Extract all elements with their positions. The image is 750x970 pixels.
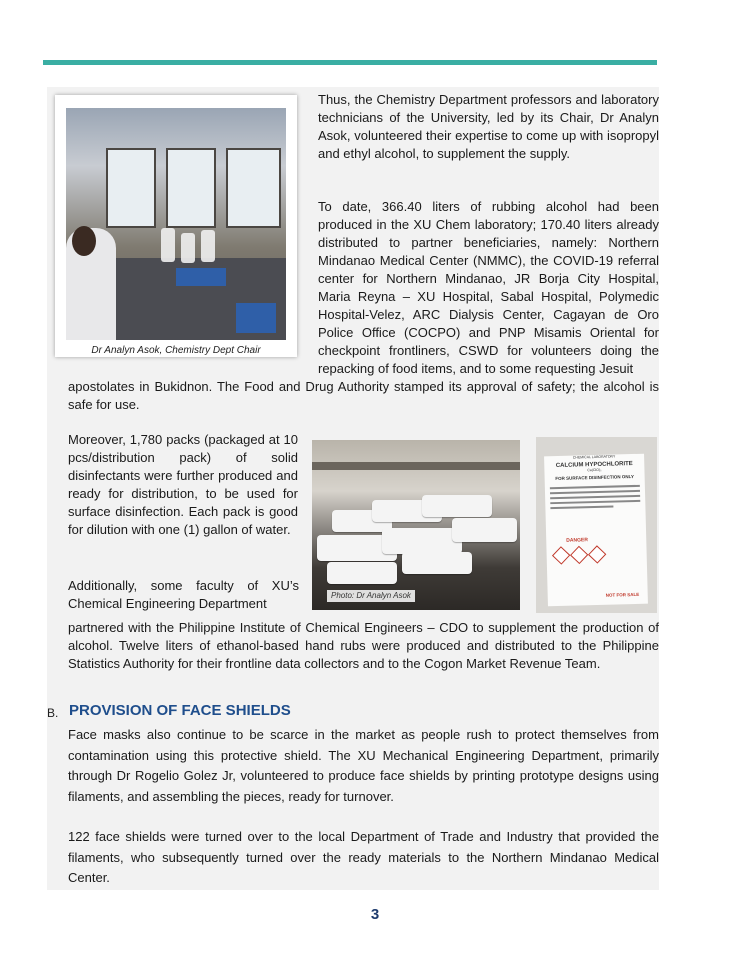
photo-caption: Dr Analyn Asok, Chemistry Dept Chair xyxy=(91,345,261,356)
lab-photo xyxy=(66,108,286,340)
paragraph-face-shields-turnover: 122 face shields were turned over to the local Department of Trade and Industry that provided the filaments, who subsequently turned over the ready materials to the Northern Mindanao Medical Center. xyxy=(68,829,659,885)
bottle-shape xyxy=(201,230,215,262)
hazard-diamond-icon xyxy=(552,546,570,564)
label-danger: DANGER xyxy=(566,537,589,544)
photo-frame-chemistry-chair xyxy=(55,95,297,357)
paragraph-solid-disinfectants: Moreover, 1,780 packs (packaged at 10 pcs/distribution pack) of solid disinfectants were further produced and ready for distribution, to be used for surface disinfection. Each pack is good for dilution with one (1) gallon of water. xyxy=(68,432,298,537)
label-header: CHEMICAL LABORATORY xyxy=(572,454,616,460)
hazard-diamond-icon xyxy=(570,546,588,564)
paragraph-rubbing-alcohol-continued: apostolates in Bukidnon. The Food and Drug Authority stamped its approval of safety; the alcohol is safe for use. xyxy=(68,379,659,412)
label-use: FOR SURFACE DISINFECTION ONLY xyxy=(555,473,634,482)
paragraph-rubbing-alcohol: To date, 366.40 liters of rubbing alcohol had been produced in the XU Chem laboratory; 170.40 liters already distributed to partner beneficiaries, namely: Northern Mindanao Medical Center (NMMC), the COVID-19 referral center for Northern Mindanao, JR Borja City Hospital, Maria Reyna – XU Hospital, Sabal Hospital, Polymedic Hospital-Velez, ARC Dialysis Center, Cagayan de Oro Police Office (COCPO) and PNP Misamis Oriental for checkpoint frontliners, CSWD for volunteers doing the repacking of food items, and to some requesting Jesuit xyxy=(318,199,659,376)
pack-shape xyxy=(382,528,462,554)
paragraph-face-shields: Face masks also continue to be scarce in the market as people rush to protect themselves from contamination using this protective shield. The XU Mechanical Engineering Department, primarily through Dr Rogelio Golez Jr, volunteered to produce face shields by printing prototype designs using filaments, and assembling the pieces, ready for turnover. xyxy=(68,727,659,804)
bottle-shape xyxy=(161,228,175,262)
label-title: CALCIUM HYPOCHLORITE xyxy=(555,461,633,470)
shelf-shape xyxy=(312,462,520,470)
paragraph-chemical-engineering-continued: partnered with the Philippine Institute of Chemical Engineers – CDO to supplement the production of alcohol. Twelve liters of ethanol-based hand rubs were produced and distributed to the Philippine Statistics Authority for their frontline data collectors and to the Cogon Market Revenue Team. xyxy=(68,620,659,671)
top-rule xyxy=(43,60,657,65)
section-letter: B. xyxy=(47,706,59,720)
pack-shape xyxy=(452,518,517,542)
window-shape xyxy=(166,148,216,228)
label-not-for-sale: NOT FOR SALE xyxy=(605,591,640,598)
window-shape xyxy=(106,148,156,228)
disinfectant-packs-photo xyxy=(312,440,520,610)
bottle-shape xyxy=(181,233,195,263)
window-shape xyxy=(226,148,281,228)
paragraph-chemical-engineering: Additionally, some faculty of XU’s Chemical Engineering Department xyxy=(68,578,299,611)
paragraph-chemistry-volunteers: Thus, the Chemistry Department professors and laboratory technicians of the University, led by its Chair, Dr Analyn Asok, volunteered their expertise to come up with isopropyl and ethyl alcohol, to supplement the supply. xyxy=(318,92,659,161)
person-hair-shape xyxy=(72,226,96,256)
hazard-diamond-icon xyxy=(588,545,606,563)
blue-box-shape xyxy=(236,303,276,333)
product-label-photo xyxy=(536,437,657,613)
calcium-hypochlorite-label xyxy=(544,454,648,607)
page-number: 3 xyxy=(370,906,380,923)
blue-box-shape xyxy=(176,268,226,286)
label-formula: Ca(ClO)₂ xyxy=(587,467,602,473)
pack-shape xyxy=(402,552,472,574)
pack-shape xyxy=(327,562,397,584)
section-heading: PROVISION OF FACE SHIELDS xyxy=(69,702,291,719)
label-fine-print xyxy=(550,485,641,509)
photo-credit: Photo: Dr Analyn Asok xyxy=(327,590,415,602)
pack-shape xyxy=(422,495,492,517)
